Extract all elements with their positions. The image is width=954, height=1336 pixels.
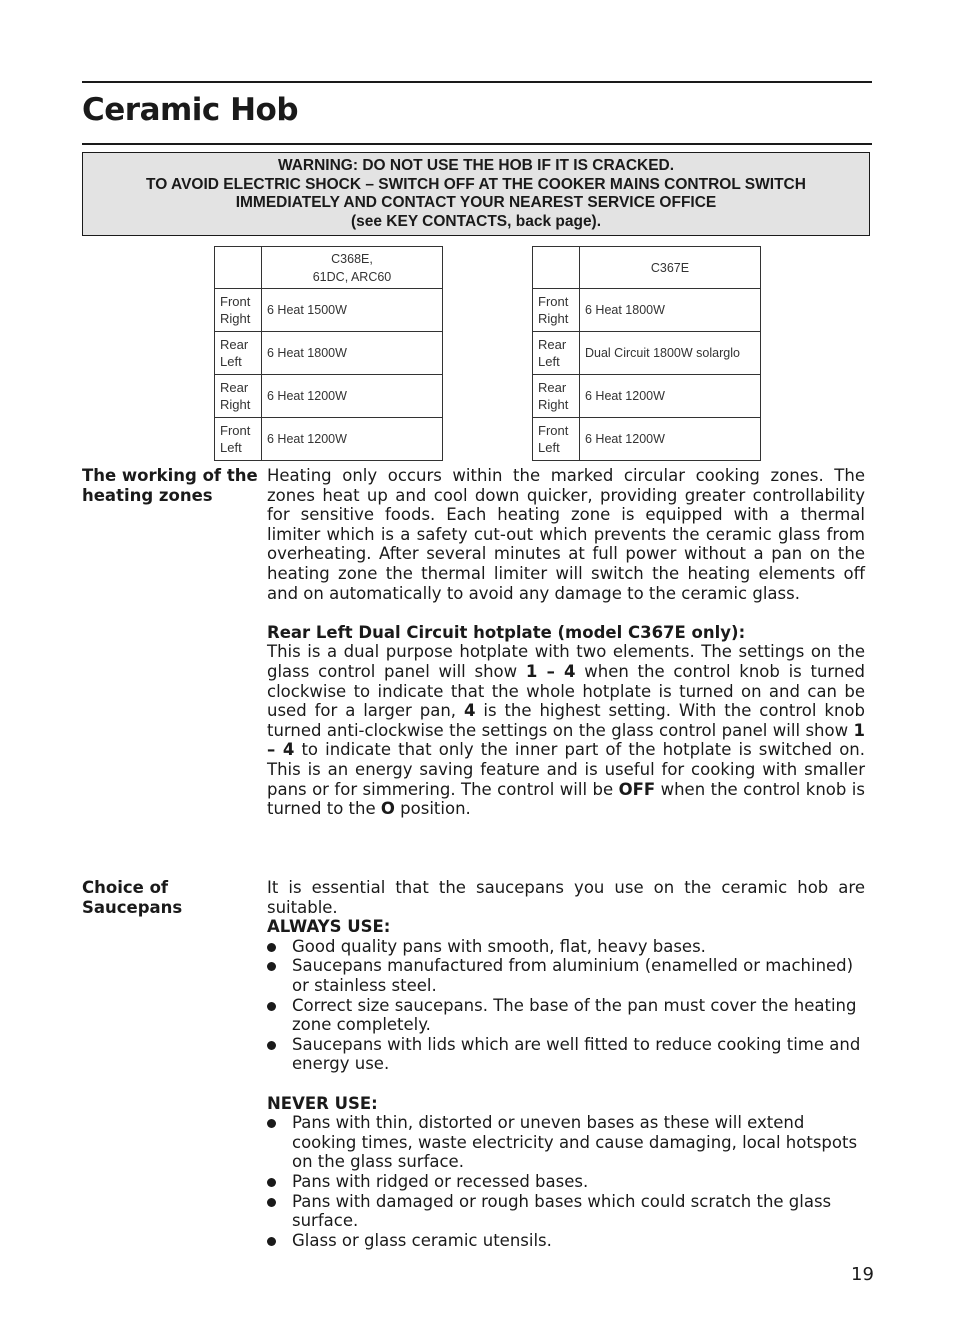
bullet-icon (267, 1041, 276, 1050)
zone-rating: 6 Heat 1200W (262, 418, 443, 461)
zone-position (533, 375, 580, 418)
hotplate-table-c368e (214, 246, 443, 461)
position-label: Left (538, 354, 560, 369)
position-label: Rear (538, 337, 567, 352)
heading-line: The working of the (82, 466, 258, 485)
text-run: to indicate that only the inner part of the hotplate is switched on. This is an energy saving feature and is useful for cooking with smaller pans or for simmering. The control will be (267, 740, 865, 799)
model-name: C368E, (331, 251, 373, 266)
bullet-icon (267, 962, 276, 971)
table-row (215, 332, 443, 375)
list-item (267, 1172, 865, 1192)
zone-position (215, 418, 262, 461)
position-label: Right (220, 311, 251, 326)
list-item (267, 1113, 865, 1172)
position-label: Right (538, 311, 569, 326)
heading-line: heating zones (82, 486, 213, 505)
position-label: Rear (538, 380, 567, 395)
zone-position (215, 332, 262, 375)
saucepans-body (267, 878, 865, 1250)
list-item-text: Pans with thin, distorted or uneven bases as these will extend cooking times, waste electricity and cause damaging, local hotspots on the glass surface. (292, 1113, 858, 1172)
table-row (533, 418, 761, 461)
position-label: Right (538, 397, 569, 412)
model-header: C367E (580, 247, 761, 289)
paragraph-spacer (267, 603, 865, 623)
list-item (267, 937, 865, 957)
setting-max: 4 (463, 701, 476, 721)
table-row (215, 289, 443, 332)
warning-box (82, 152, 870, 236)
zone-position (215, 375, 262, 418)
list-item (267, 1192, 865, 1231)
zone-position (533, 418, 580, 461)
table-row (533, 247, 761, 289)
never-use-list (267, 1113, 865, 1250)
bullet-icon (267, 1237, 276, 1246)
zone-rating: 6 Heat 1800W (262, 332, 443, 375)
table-row (215, 247, 443, 289)
always-use-list (267, 937, 865, 1074)
list-item-text: Saucepans manufactured from aluminium (enamelled or machined) or stainless steel. (292, 956, 854, 995)
text-run: This is a dual purpose hotplate with two elements. The settings on the glass control panel will show (267, 642, 865, 681)
setting-range: 1 – 4 (267, 720, 865, 760)
position-label: Front (538, 294, 569, 309)
title-underline (82, 143, 872, 145)
heading-line: Choice of (82, 878, 169, 897)
page-number: 19 (851, 1264, 874, 1285)
model-name: 61DC, ARC60 (312, 269, 392, 284)
dual-circuit-heading: Rear Left Dual Circuit hotplate (model C367E only): (267, 622, 746, 642)
table-row (533, 289, 761, 332)
table-row (533, 375, 761, 418)
zone-position (533, 332, 580, 375)
bullet-icon (267, 943, 276, 952)
table-row (533, 332, 761, 375)
page-title: Ceramic Hob (82, 92, 299, 128)
table-corner-cell (215, 247, 262, 289)
position-label: Right (220, 397, 251, 412)
heating-zones-paragraph: Heating only occurs within the marked circular cooking zones. The zones heat up and cool down quicker, providing greater controllability for sensitive foods. Each heating zone is equipped with a thermal limiter which is a safety cut-out which prevents the ceramic glass from overheating. After several minutes at full power without a pan on the heating zone the thermal limiter will switch the heating elements off and on automatically to avoid any damage to the ceramic glass. (267, 466, 865, 603)
text-run: when the control knob is turned clockwise to indicate that the whole hotplate is turned on and can be used for a larger pan, (267, 661, 865, 721)
paragraph-spacer (267, 1074, 865, 1094)
zone-position (215, 289, 262, 332)
off-label: OFF (618, 779, 656, 799)
list-item-text: Pans with ridged or recessed bases. (292, 1171, 589, 1191)
zone-rating: 6 Heat 1500W (262, 289, 443, 332)
bullet-icon (267, 1119, 276, 1128)
setting-range: 1 – 4 (525, 661, 576, 681)
heating-zones-body (267, 466, 865, 819)
zero-position: O (380, 799, 395, 819)
position-label: Front (538, 423, 569, 438)
hotplate-table-c367e (532, 246, 761, 461)
list-item (267, 956, 865, 995)
position-label: Left (220, 440, 242, 455)
never-use-heading: NEVER USE: (267, 1093, 378, 1113)
position-label: Left (538, 440, 560, 455)
text-run: is the highest setting. With the control knob turned anti-clockwise the settings on the glass control panel will show (267, 701, 865, 740)
list-item-text: Correct size saucepans. The base of the pan must cover the heating zone completely. (292, 995, 857, 1035)
list-item-text: Good quality pans with smooth, flat, heavy bases. (292, 936, 706, 956)
position-label: Front (220, 423, 251, 438)
section-heading-heating-zones (82, 466, 258, 506)
dual-circuit-paragraph (267, 642, 865, 818)
bullet-icon (267, 1198, 276, 1207)
always-use-heading: ALWAYS USE: (267, 917, 391, 937)
position-label: Rear (220, 380, 249, 395)
list-item (267, 996, 865, 1035)
list-item-text: Pans with damaged or rough bases which could scratch the glass surface. (292, 1191, 832, 1231)
table-corner-cell (533, 247, 580, 289)
zone-rating: 6 Heat 1200W (580, 375, 761, 418)
table-row (215, 375, 443, 418)
warning-line: TO AVOID ELECTRIC SHOCK – SWITCH OFF AT THE COOKER MAINS CONTROL SWITCH (146, 175, 806, 193)
list-item-text: Saucepans with lids which are well fitted to reduce cooking time and energy use. (292, 1034, 861, 1074)
warning-line: WARNING: DO NOT USE THE HOB IF IT IS CRACKED. (277, 157, 675, 174)
warning-line: (see KEY CONTACTS, back page). (350, 212, 602, 230)
model-header (262, 247, 443, 289)
top-rule (82, 81, 872, 83)
zone-rating: 6 Heat 1200W (580, 418, 761, 461)
saucepans-intro: It is essential that the saucepans you use on the ceramic hob are suitable. (267, 878, 865, 917)
list-item-text: Glass or glass ceramic utensils. (292, 1230, 552, 1250)
warning-line: IMMEDIATELY AND CONTACT YOUR NEAREST SERVICE OFFICE (235, 194, 717, 211)
section-heading-saucepans (82, 878, 182, 918)
zone-rating: 6 Heat 1800W (580, 289, 761, 332)
text-run: when the control knob is turned to the (267, 779, 865, 819)
position-label: Rear (220, 337, 249, 352)
text-run: position. (394, 799, 471, 819)
position-label: Front (220, 294, 251, 309)
list-item (267, 1231, 865, 1251)
bullet-icon (267, 1178, 276, 1187)
zone-rating: 6 Heat 1200W (262, 375, 443, 418)
zone-rating: Dual Circuit 1800W solarglo (580, 332, 761, 375)
zone-position (533, 289, 580, 332)
list-item (267, 1035, 865, 1074)
bullet-icon (267, 1002, 276, 1011)
position-label: Left (220, 354, 242, 369)
table-row (215, 418, 443, 461)
heading-line: Saucepans (82, 898, 183, 917)
